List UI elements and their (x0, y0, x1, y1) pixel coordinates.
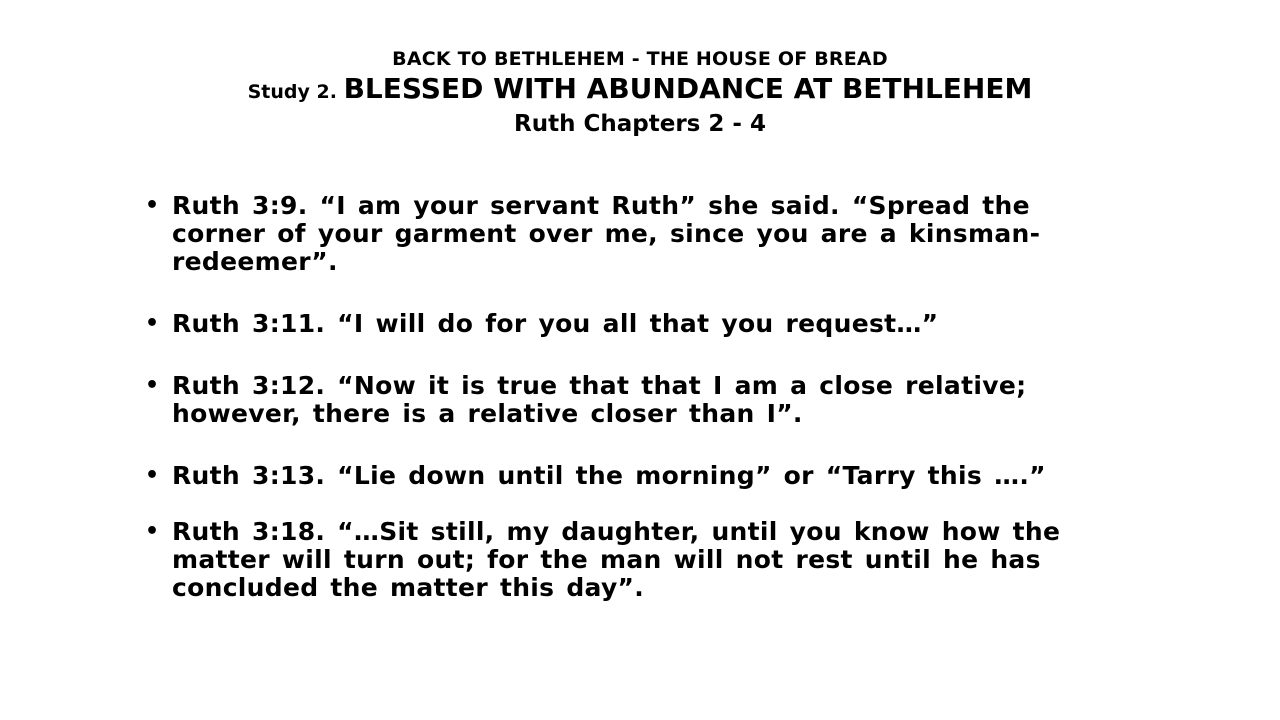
bullet-text: Ruth 3:9. “I am your servant Ruth” she said. “Spread the corner of your garment over me, since you are a kinsman-redeemer”. (172, 191, 1041, 276)
bullet-icon: • (145, 193, 160, 218)
slide-title (120, 46, 1160, 138)
bullet-text: Ruth 3:11. “I will do for you all that you request…” (172, 309, 939, 338)
series-title: BACK TO BETHLEHEM - THE HOUSE OF BREAD (392, 48, 888, 70)
bullet-icon: • (145, 311, 160, 336)
bullet-item (145, 372, 1135, 428)
bullet-item (145, 462, 1135, 490)
chapter-reference: Ruth Chapters 2 - 4 (514, 111, 766, 137)
study-heading (120, 72, 1160, 110)
bullet-icon: • (145, 373, 160, 398)
bullet-list (145, 192, 1135, 602)
bullet-icon: • (145, 519, 160, 544)
bullet-item (145, 192, 1135, 276)
bullet-item (145, 310, 1135, 338)
bullet-icon: • (145, 463, 160, 488)
study-number: Study 2. (247, 81, 344, 103)
study-title: BLESSED WITH ABUNDANCE AT BETHLEHEM (343, 72, 1033, 105)
bullet-text: Ruth 3:12. “Now it is true that that I am a close relative; however, there is a relative closer than I”. (172, 371, 1027, 428)
bullet-text: Ruth 3:18. “…Sit still, my daughter, until you know how the matter will turn out; for the man will not rest until he has concluded the matter this day”. (172, 517, 1061, 602)
bullet-item (145, 518, 1135, 602)
bullet-text: Ruth 3:13. “Lie down until the morning” or “Tarry this ….” (172, 461, 1046, 490)
